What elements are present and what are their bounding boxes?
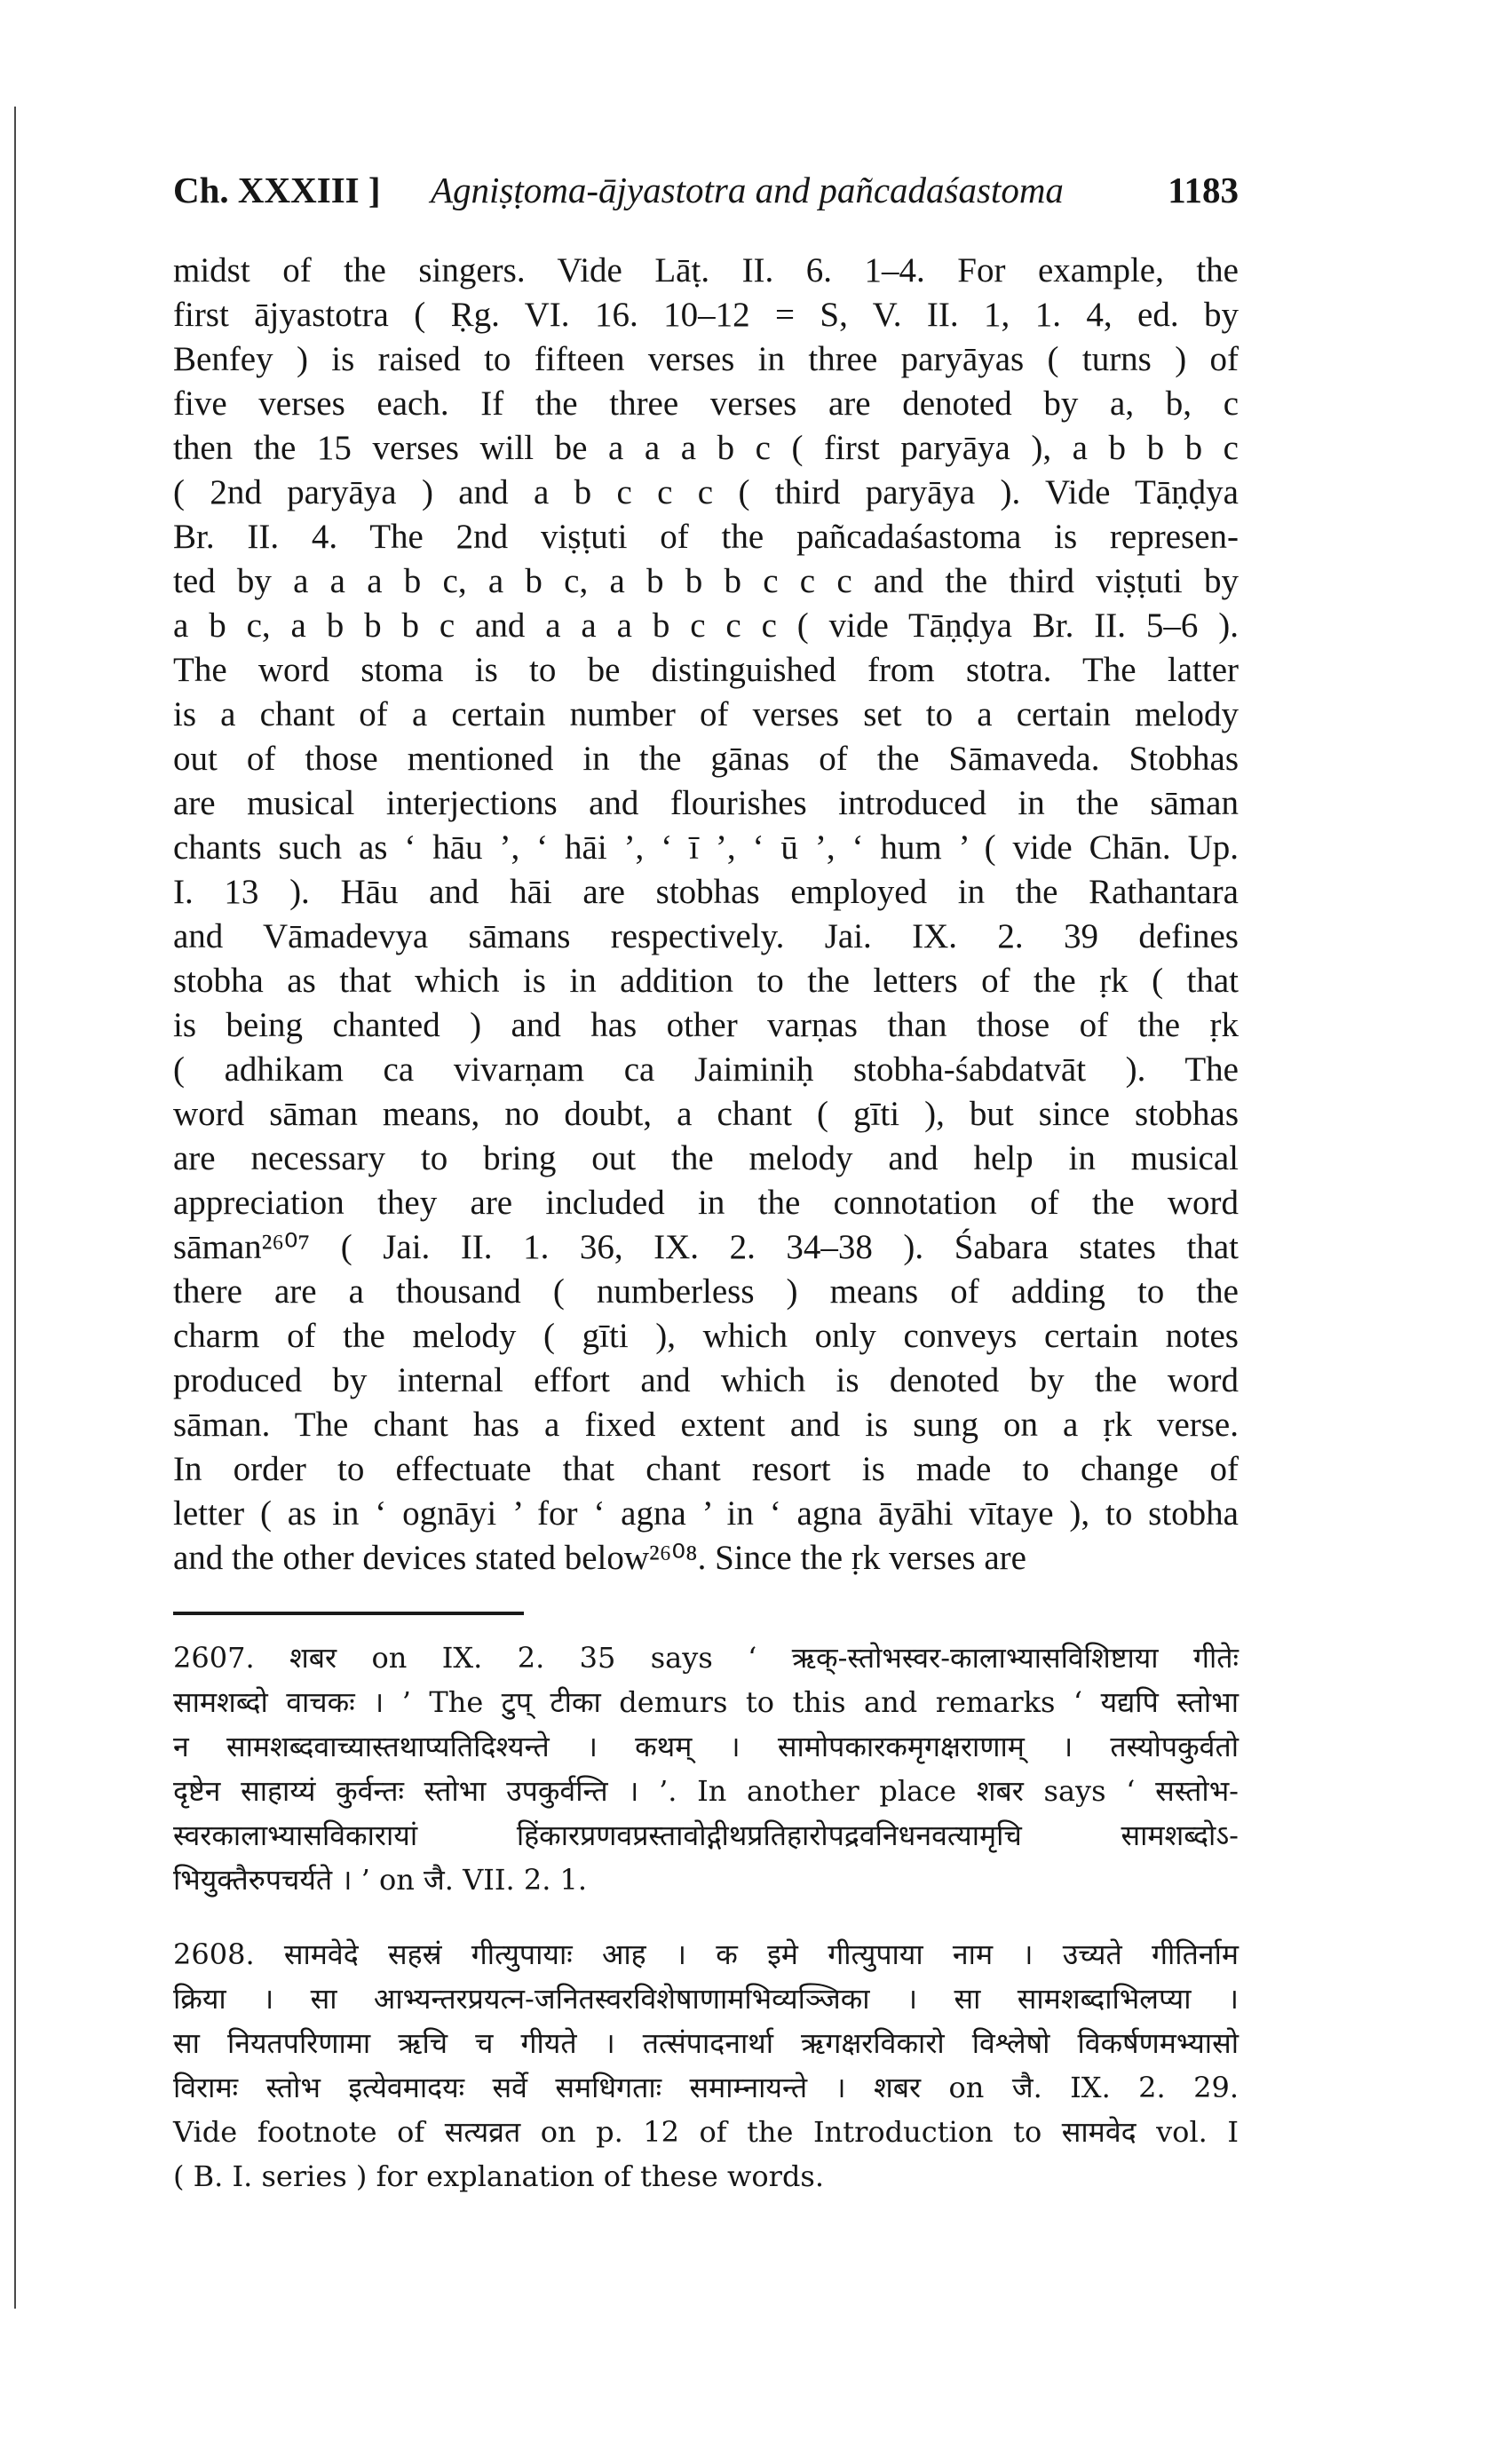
text-line: first ājyastotra ( Ṛg. VI. 16. 10–12 = S, V. II. 1, 1. 4, ed. by: [173, 296, 1239, 334]
text-line: सा नियतपरिणामा ऋचि च गीयते । तत्संपादनार्था ऋगक्षरविकारो विश्लेषो विकर्षणमभ्यासो: [173, 2026, 1239, 2060]
text-line: produced by internal effort and which is denoted by the word: [173, 1361, 1239, 1399]
text-line: there are a thousand ( numberless ) means of adding to the: [173, 1272, 1239, 1311]
text-line: ( 2nd paryāya ) and a b c c c ( third paryāya ). Vide Tāṇḍya: [173, 473, 1239, 511]
footnote-2608: [173, 1932, 1239, 2199]
text-line: 2607. शबर on IX. 2. 35 says ‘ ऋक्-स्तोभस्वर-कालाभ्यासविशिष्टाया गीतेः: [173, 1641, 1239, 1675]
text-line: I. 13 ). Hāu and hāi are stobhas employed in the Rathantara: [173, 873, 1239, 911]
text-line: is being chanted ) and has other varṇas than those of the ṛk: [173, 1006, 1239, 1044]
text-line: out of those mentioned in the gānas of the Sāmaveda. Stobhas: [173, 740, 1239, 778]
text-line: ted by a a a b c, a b c, a b b b c c c and the third viṣṭuti by: [173, 562, 1239, 600]
footnotes: [173, 1636, 1239, 2199]
text-line: विरामः स्तोभ इत्येवमादयः सर्वे समधिगताः समाम्नायन्ते । शबर on जै. IX. 2. 29.: [173, 2071, 1239, 2104]
text-line: and Vāmadevya sāmans respectively. Jai. IX. 2. 39 defines: [173, 917, 1239, 955]
text-line: and the other devices stated below²⁶⁰⁸. Since the ṛk verses are: [173, 1539, 1026, 1577]
page-edge-shadow: [14, 107, 16, 2309]
text-line: स्वरकालाभ्यासविकारायां हिंकारप्रणवप्रस्तावोद्गीथप्रतिहारोपद्रवनिधनवत्यामृचि सामशब्दोऽ-: [173, 1818, 1239, 1852]
text-line: a b c, a b b b c and a a a b c c c ( vide Tāṇḍya Br. II. 5–6 ).: [173, 606, 1239, 645]
text-line: Vide footnote of सत्यव्रत on p. 12 of the Introduction to सामवेद vol. I: [173, 2115, 1239, 2149]
page-number: 1183: [1168, 170, 1239, 210]
footnote-separator: [173, 1612, 524, 1615]
running-title: Agniṣṭoma-ājyastotra and pañcadaśastoma: [431, 170, 1064, 210]
text-line: are musical interjections and flourishes introduced in the sāman: [173, 784, 1239, 822]
running-header: [173, 169, 1239, 222]
text-line: letter ( as in ‘ ognāyi ’ for ‘ agna ’ in ‘ agna āyāhi vītaye ), to stobha: [173, 1494, 1239, 1533]
text-line: chants such as ‘ hāu ’, ‘ hāi ’, ‘ ī ’, ‘ ū ’, ‘ hum ’ ( vide Chān. Up.: [173, 828, 1239, 867]
text-line: charm of the melody ( gīti ), which only conveys certain notes: [173, 1317, 1239, 1355]
text-line: सामशब्दो वाचकः । ’ The टुप् टीका demurs to this and remarks ‘ यद्यपि स्तोभा: [173, 1685, 1239, 1719]
footnote-2607: [173, 1636, 1239, 1902]
text-line: sāman. The chant has a fixed extent and is sung on a ṛk verse.: [173, 1406, 1239, 1444]
text-line: ( B. I. series ) for explanation of these words.: [173, 2159, 825, 2193]
text-line: word sāman means, no doubt, a chant ( gīti ), but since stobhas: [173, 1095, 1239, 1133]
text-line: sāman²⁶⁰⁷ ( Jai. II. 1. 36, IX. 2. 34–38 ). Śabara states that: [173, 1228, 1239, 1266]
text-line: ( adhikam ca vivarṇam ca Jaiminiḥ stobha-śabdatvāt ). The: [173, 1050, 1239, 1089]
text-line: Br. II. 4. The 2nd viṣṭuti of the pañcadaśastoma is represen-: [173, 518, 1239, 556]
text-line: दृष्टेन साहाय्यं कुर्वन्तः स्तोभा उपकुर्वन्ति । ’. In another place शबर says ‘ सस्तोभ-: [173, 1774, 1239, 1808]
body-text: [173, 249, 1239, 1581]
text-line: appreciation they are included in the connotation of the word: [173, 1184, 1239, 1222]
text-line: midst of the singers. Vide Lāṭ. II. 6. 1–4. For example, the: [173, 251, 1239, 289]
text-line: Benfey ) is raised to fifteen verses in three paryāyas ( turns ) of: [173, 340, 1239, 378]
chapter-label: Ch. XXXIII ]: [173, 170, 381, 210]
text-line: then the 15 verses will be a a a b c ( first paryāya ), a b b b c: [173, 429, 1239, 467]
text-line: In order to effectuate that chant resort is made to change of: [173, 1450, 1239, 1488]
text-line: five verses each. If the three verses are denoted by a, b, c: [173, 384, 1239, 423]
text-line: is a chant of a certain number of verses set to a certain melody: [173, 695, 1239, 733]
text-line: न सामशब्दवाच्यास्तथाप्यतिदिश्यन्ते । कथम् । सामोपकारकमृगक्षराणाम् । तस्योपकुर्वतो: [173, 1730, 1239, 1763]
text-line: are necessary to bring out the melody and help in musical: [173, 1139, 1239, 1177]
text-line: The word stoma is to be distinguished from stotra. The latter: [173, 651, 1239, 689]
text-line: भियुक्तैरुपचर्यते । ’ on जै. VII. 2. 1.: [173, 1863, 588, 1897]
text-line: क्रिया । सा आभ्यन्तरप्रयत्न-जनितस्वरविशेषाणामभिव्यञ्जिका । सा सामशब्दाभिलप्या ।: [173, 1982, 1239, 2016]
text-line: stobha as that which is in addition to the letters of the ṛk ( that: [173, 962, 1239, 1000]
text-line: 2608. सामवेदे सहस्रं गीत्युपायाः आह । क इमे गीत्युपाया नाम । उच्यते गीतिर्नाम: [173, 1937, 1239, 1971]
